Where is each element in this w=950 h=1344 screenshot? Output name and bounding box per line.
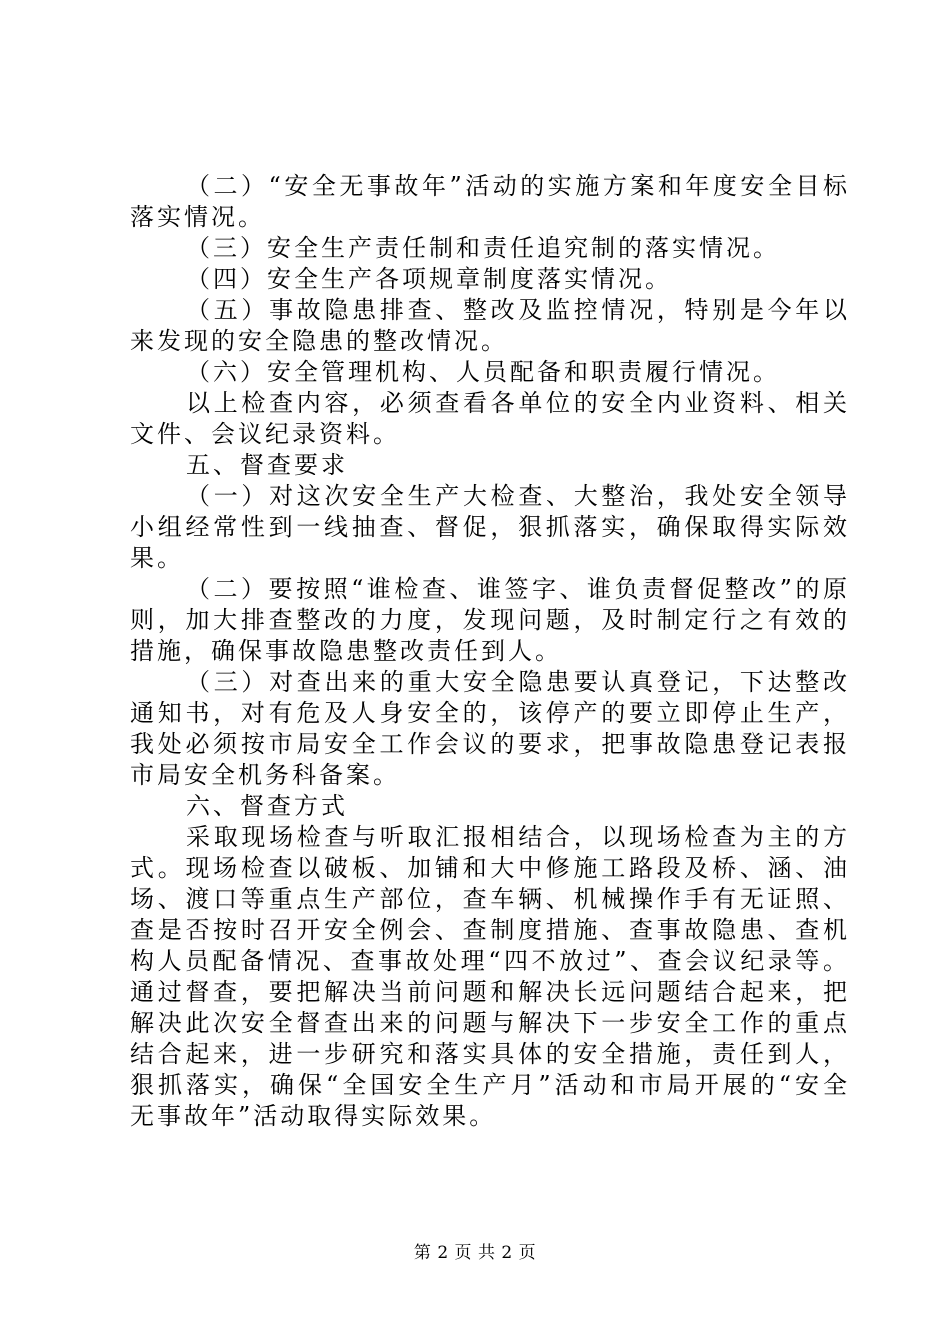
paragraph-item-5-hazards: （五）事故隐患排查、整改及监控情况，特别是今年以来发现的安全隐患的整改情况。: [130, 296, 850, 355]
paragraph-item-6-organization: （六）安全管理机构、人员配备和职责履行情况。: [186, 358, 780, 386]
section-heading-requirements: 五、督查要求: [186, 451, 348, 479]
paragraph-inspection-content: 以上检查内容，必须查看各单位的安全内业资料、相关文件、会议纪录资料。: [130, 389, 850, 448]
paragraph-requirement-2: （二）要按照“谁检查、谁签字、谁负责督促整改”的原则，加大排查整改的力度，发现问题，及时制定行之有效的措施，确保事故隐患整改责任到人。: [130, 575, 850, 665]
page-number-footer: 第 2 页 共 2 页: [413, 1243, 537, 1263]
paragraph-item-3-responsibility: （三）安全生产责任制和责任追究制的落实情况。: [186, 234, 780, 262]
paragraph-requirement-3: （三）对查出来的重大安全隐患要认真登记，下达整改通知书，对有危及人身安全的，该停产的要立即停止生产，我处必须按市局安全工作会议的要求，把事故隐患登记表报市局安全机务科备案。: [130, 668, 850, 789]
paragraph-requirement-1: （一）对这次安全生产大检查、大整治，我处安全领导小组经常性到一线抽查、督促，狠抓落实，确保取得实际效果。: [130, 482, 850, 572]
paragraph-item-2-plan: （二）“安全无事故年”活动的实施方案和年度安全目标落实情况。: [130, 172, 850, 231]
paragraph-item-4-rules: （四）安全生产各项规章制度落实情况。: [186, 265, 672, 293]
section-heading-methods: 六、督查方式: [186, 792, 348, 820]
document-body: [130, 171, 850, 1132]
paragraph-methods: 采取现场检查与听取汇报相结合，以现场检查为主的方式。现场检查以破板、加铺和大中修施工路段及桥、涵、油场、渡口等重点生产部位，查车辆、机械操作手有无证照、查是否按时召开安全例会、查制度措施、查事故隐患、查机构人员配备情况、查事故处理“四不放过”、查会议纪录等。通过督查，要把解决当前问题和解决长远问题结合起来，把解决此次安全督查出来的问题与解决下一步安全工作的重点结合起来，进一步研究和落实具体的安全措施，责任到人，狠抓落实，确保“全国安全生产月”活动和市局开展的“安全无事故年”活动取得实际效果。: [130, 823, 850, 1130]
